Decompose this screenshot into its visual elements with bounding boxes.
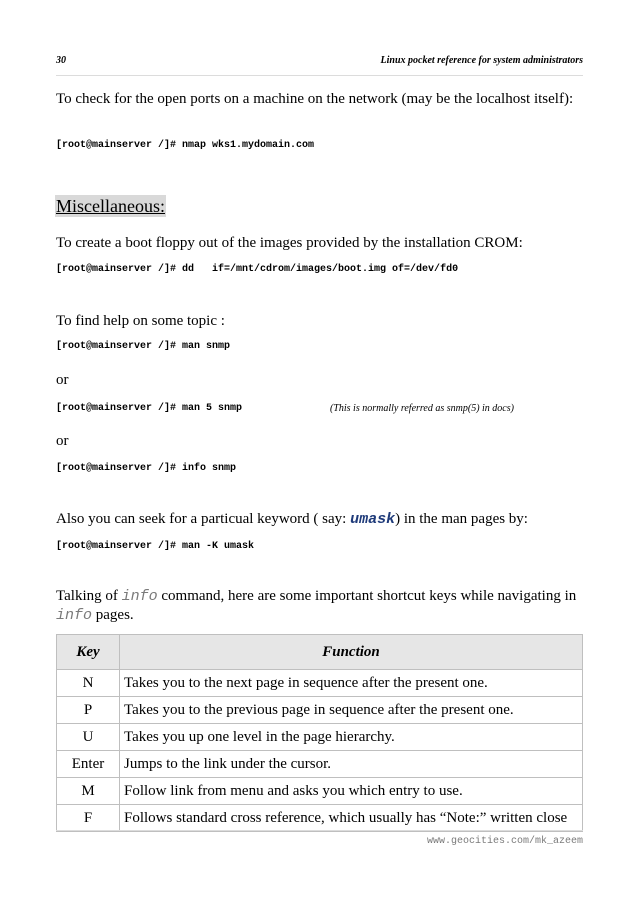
function-column-header: Function [120,635,583,670]
footer-divider [56,830,583,831]
boot-floppy-paragraph: To create a boot floppy out of the images provided by the installation CROM: [56,235,523,251]
function-cell: Follows standard cross reference, which usually has “Note:” written close [120,805,583,832]
keyword-text-post: ) in the man pages by: [395,511,528,527]
function-cell: Takes you up one level in the page hierarchy. [120,724,583,751]
function-cell: Follow link from menu and asks you which entry to use. [120,778,583,805]
shortcut-keys-table [56,634,583,832]
table-row [57,724,583,751]
function-cell: Jumps to the link under the cursor. [120,751,583,778]
key-cell: N [57,670,120,697]
man-k-command: [root@mainserver /]# man -K umask [56,541,255,552]
table-row [57,670,583,697]
function-cell: Takes you to the previous page in sequence after the present one. [120,697,583,724]
or-text-1: or [56,372,69,388]
help-paragraph: To find help on some topic : [56,313,225,329]
nmap-command: [root@mainserver /]# nmap wks1.mydomain.com [56,140,315,151]
page-header [56,55,583,73]
info-word-2: info [56,607,93,624]
function-cell: Takes you to the next page in sequence after the present one. [120,670,583,697]
open-ports-paragraph: To check for the open ports on a machine on the network (may be the localhost itself): [56,91,574,107]
footer-url: www.geocities.com/mk_azeem [426,836,583,847]
table-row [57,697,583,724]
key-cell: U [57,724,120,751]
table-row [57,805,583,832]
key-column-header: Key [57,635,120,670]
table-row [57,751,583,778]
key-cell: F [57,805,120,832]
header-divider [56,75,583,76]
info-word-1: info [121,588,158,605]
snmp-note: (This is normally referred as snmp(5) in docs) [330,403,514,414]
header-title: Linux pocket reference for system administrators [380,55,583,66]
info-paragraph [56,587,586,625]
info-text-1: Talking of [56,588,122,604]
table-header-row [57,635,583,670]
dd-command: [root@mainserver /]# dd if=/mnt/cdrom/images/boot.img of=/dev/fd0 [56,264,459,275]
keyword-text-pre: Also you can seek for a particual keyword ( say: [56,511,351,527]
info-snmp-command: [root@mainserver /]# info snmp [56,463,237,474]
key-cell: Enter [57,751,120,778]
keyword-umask: umask [350,511,396,528]
man-5-snmp-command: [root@mainserver /]# man 5 snmp [56,403,243,414]
info-text-2: command, here are some important shortcut keys while navigating in [157,588,577,604]
misc-heading: Miscellaneous: [56,196,165,216]
keyword-paragraph [56,510,586,529]
key-cell: M [57,778,120,805]
key-cell: P [57,697,120,724]
info-text-3: pages. [92,607,134,623]
page-number: 30 [56,55,66,66]
table-row [57,778,583,805]
or-text-2: or [56,433,69,449]
man-snmp-command: [root@mainserver /]# man snmp [56,341,231,352]
